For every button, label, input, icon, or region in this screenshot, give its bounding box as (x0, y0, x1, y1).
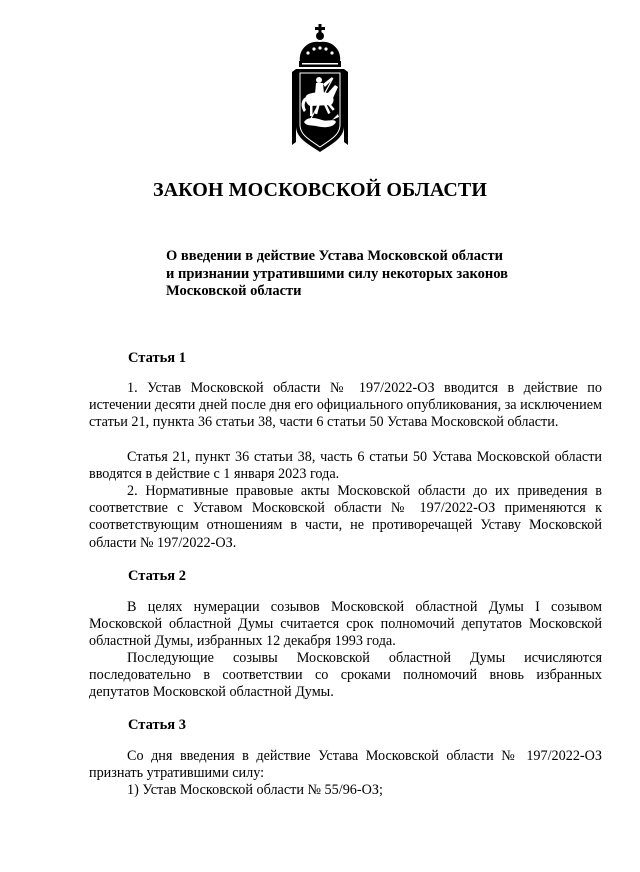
article-1-heading: Статья 1 (128, 350, 186, 366)
article-2-heading: Статья 2 (128, 568, 186, 584)
article-2-paragraph: Последующие созывы Московской областной Думы исчисляются последовательно в соответствии со сроками полномочий вновь избранных депутатов Московской областной Думы. (89, 650, 602, 701)
law-subject-line: О введении в действие Устава Московской области (166, 248, 503, 264)
article-1-paragraph: Статья 21, пункт 36 статьи 38, часть 6 статьи 50 Устава Московской области вводятся в действие с 1 января 2023 года. (89, 449, 602, 483)
article-3-paragraph: Со дня введения в действие Устава Московской области № 197/2022-ОЗ признать утратившими силу: (89, 748, 602, 782)
law-subject-line: и признании утратившими силу некоторых законов (166, 265, 508, 282)
law-subject (166, 248, 586, 301)
article-3-list-item: 1) Устав Московской области № 55/96-ОЗ; (127, 782, 383, 798)
article-1-paragraph: 1. Устав Московской области № 197/2022-ОЗ вводится в действие по истечении десяти дней после дня его официального опубликования, за исключением статьи 21, пункта 36 статьи 38, части 6 статьи 50 Устава Московской области. (89, 380, 602, 431)
law-title: ЗАКОН МОСКОВСКОЙ ОБЛАСТИ (152, 179, 488, 201)
moscow-oblast-coat-of-arms-icon (286, 22, 354, 156)
article-3-heading: Статья 3 (128, 717, 186, 733)
article-1-paragraph: 2. Нормативные правовые акты Московской области до их приведения в соответствие с Уставом Московской области № 197/2022-ОЗ применяются к соответствующим отношениям в части, не противоречащей Уставу Московской области № 197/2022-ОЗ. (89, 483, 602, 551)
article-2-paragraph: В целях нумерации созывов Московской областной Думы I созывом Московской областной Думы считается срок полномочий депутатов Московской областной Думы, избранных 12 декабря 1993 года. (89, 599, 602, 650)
law-subject-line: Московской области (166, 283, 302, 299)
